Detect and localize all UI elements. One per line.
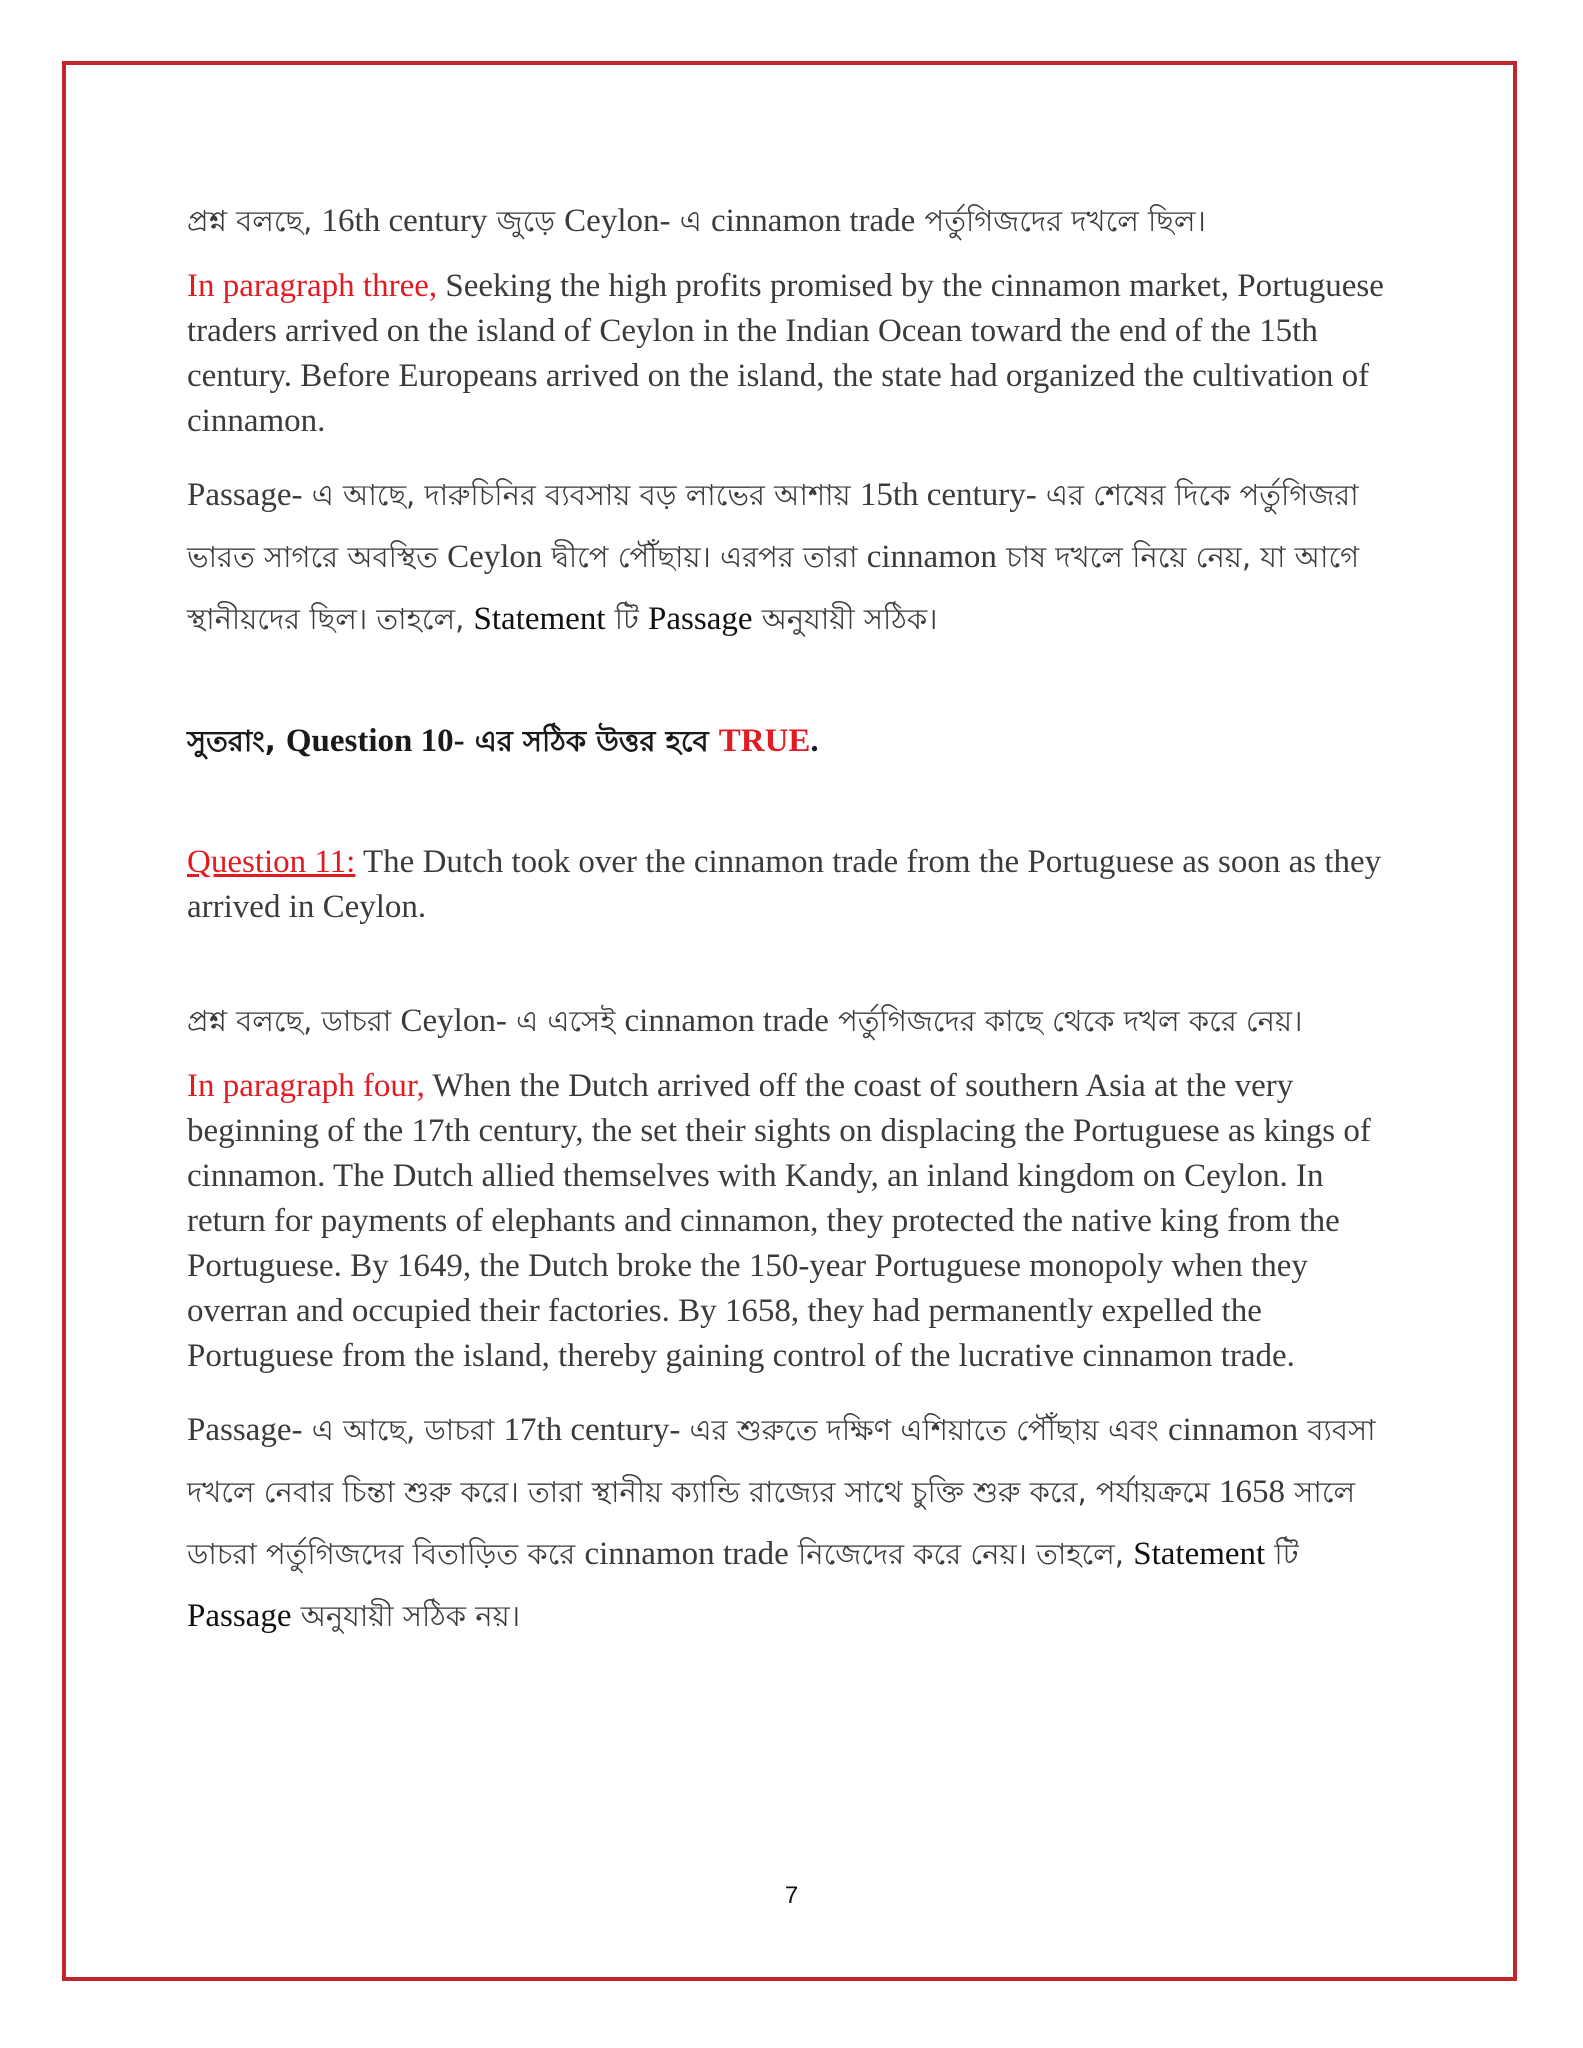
q11-bangla-passage: Passage- এ আছে, ডাচরা 17th century- এর শুরুতে দক্ষিণ এশিয়াতে পৌঁছায় এবং cinnamon ব্যবসা দখলে নেবার চিন্তা শুরু করে। তারা স্থানীয় ক্যান্ডি রাজ্যের সাথে চুক্তি শুরু করে, পর্যায়ক্রমে 1658 সালে ডাচরা পর্তুগিজদের বিতাড়িত করে cinnamon trade নিজেদের করে নেয়। তাহলে, Statement টি Passage অনুযায়ী সঠিক নয়। — [187, 1412, 1376, 1634]
question-11-label: Question 11: — [187, 844, 356, 880]
q10-bangla-question: প্রশ্ন বলছে, 16th century জুড়ে Ceylon- এ cinnamon trade পর্তুগিজদের দখলে ছিল। — [187, 203, 1206, 239]
answer-true: TRUE — [718, 723, 811, 759]
q10-bangla-passage: Passage- এ আছে, দারুচিনির ব্যবসায় বড় লাভের আশায় 15th century- এর শেষের দিকে পর্তুগিজরা ভারত সাগরে অবস্থিত Ceylon দ্বীপে পৌঁছায়। এরপর তারা cinnamon চাষ দখলে নিয়ে নেয়, যা আগে স্থানীয়দের ছিল। তাহলে, Statement টি Passage অনুযায়ী সঠিক। — [187, 477, 1360, 637]
q11-bangla-question: প্রশ্ন বলছে, ডাচরা Ceylon- এ এসেই cinnamon trade পর্তুগিজদের কাছে থেকে দখল করে নেয়। — [187, 1003, 1303, 1039]
paragraph-three — [187, 264, 1407, 444]
paragraph-four — [187, 1064, 1407, 1379]
q10-answer: সুতরাং, Question 10- এর সঠিক উত্তর হবে TRUE. — [187, 723, 819, 759]
paragraph-four-text: When the Dutch arrived off the coast of southern Asia at the very beginning of the 17th century, the set their sights on displacing the Portuguese as kings of cinnamon. The Dutch allied themselves with Kandy, an inland kingdom on Ceylon. In return for payments of elephants and cinnamon, they protected the native king from the Portuguese. By 1649, the Dutch broke the 150-year Portuguese monopoly when they overran and occupied their factories. By 1658, they had permanently expelled the Portuguese from the island, thereby gaining control of the lucrative cinnamon trade. — [187, 1068, 1371, 1374]
paragraph-three-label: In paragraph three, — [187, 268, 438, 304]
question-11 — [187, 840, 1407, 930]
paragraph-three-text: Seeking the high profits promised by the cinnamon market, Portuguese traders arrived on the island of Ceylon in the Indian Ocean toward the end of the 15th century. Before Europeans arrived on the island, the state had organized the cultivation of cinnamon. — [187, 268, 1384, 439]
paragraph-four-label: In paragraph four, — [187, 1068, 425, 1104]
page-number: 7 — [784, 1882, 799, 1909]
page-content — [187, 190, 1407, 1647]
question-11-text: The Dutch took over the cinnamon trade from the Portuguese as soon as they arrived in Ceylon. — [187, 844, 1382, 925]
